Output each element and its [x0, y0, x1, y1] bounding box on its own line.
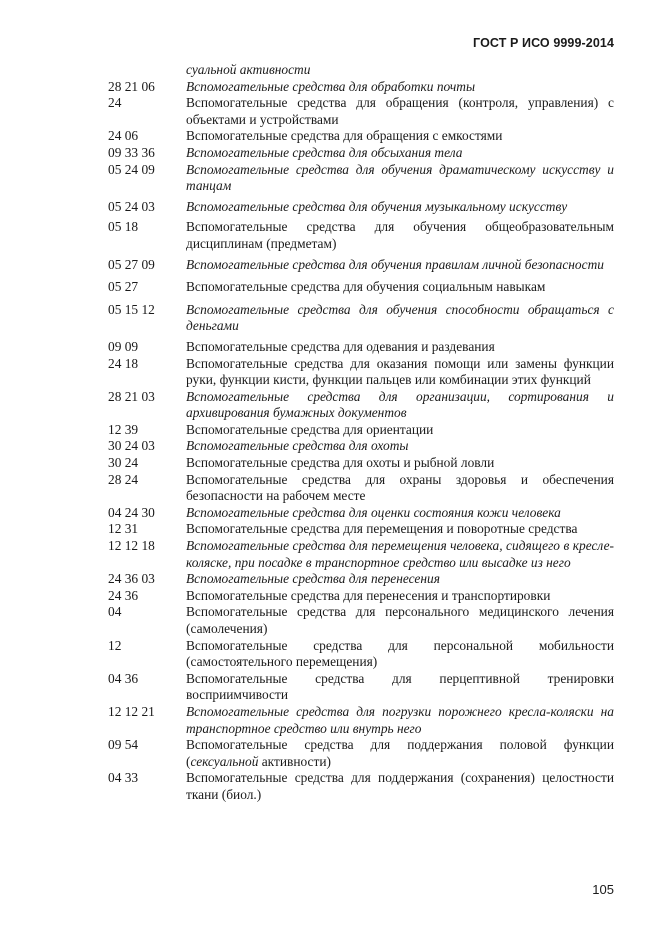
index-entry-term — [186, 521, 614, 538]
term-text-segment: Вспомогательные средства для перемещения и поворотные средства — [186, 521, 578, 537]
index-entry-code: 04 33 — [108, 770, 139, 786]
term-text-segment: активности) — [258, 753, 331, 769]
index-entry-code: 30 24 03 — [108, 438, 155, 454]
index-entry — [108, 588, 614, 605]
index-entry-code: 24 18 — [108, 355, 139, 371]
index-entry-term — [186, 455, 614, 472]
term-text-segment: Вспомогательные средства для обращения с емкостями — [186, 128, 503, 144]
term-text-segment: суальной активности — [186, 62, 311, 77]
index-entry-code: 05 24 09 — [108, 161, 155, 177]
term-text-segment: Вспомогательные средства для охоты и рыбной ловли — [186, 455, 495, 471]
index-entry-term — [186, 737, 614, 770]
term-text-segment: Вспомогательные средства для оказания помощи или замены функции руки, функции кисти, функции пальцев или комбинации этих функций — [186, 355, 614, 388]
index-entry — [108, 356, 614, 389]
index-entry-code: 05 27 09 — [108, 256, 155, 272]
term-text-segment: Вспомогательные средства для обучения общеобразовательным дисциплинам (предметам) — [186, 219, 614, 251]
index-entry-term — [186, 472, 614, 505]
index-entry — [108, 62, 614, 79]
index-entry-term — [186, 128, 614, 145]
index-entry — [108, 638, 614, 671]
index-entry — [108, 257, 614, 274]
index-entry-code: 05 15 12 — [108, 301, 155, 317]
index-entry-term — [186, 199, 614, 216]
index-entry — [108, 95, 614, 128]
term-text-segment: Вспомогательные средства для обучения социальным навыкам — [186, 279, 546, 295]
index-entry — [108, 145, 614, 162]
index-entry — [108, 302, 614, 335]
index-entry-term — [186, 62, 614, 79]
index-entry-code: 04 36 — [108, 670, 139, 686]
index-entry-code: 24 36 03 — [108, 571, 155, 587]
index-entry — [108, 219, 614, 252]
index-entry-term — [186, 604, 614, 637]
term-text-segment: сексуальной — [190, 753, 259, 769]
index-entry-term — [186, 422, 614, 439]
term-text-segment: Вспомогательные средства для обучения правилам личной безопасности — [186, 256, 604, 272]
index-entry-code: 12 — [108, 637, 122, 653]
term-text-segment: Вспомогательные средства для одевания и раздевания — [186, 338, 495, 354]
index-entry-term — [186, 671, 614, 704]
term-text-segment: Вспомогательные средства для поддержания (сохранения) целостности ткани (биол.) — [186, 770, 614, 802]
index-entry-term — [186, 145, 614, 162]
index-entry-code: 09 33 36 — [108, 144, 155, 160]
index-entry — [108, 571, 614, 588]
term-text-segment: Вспомогательные средства для ориентации — [186, 421, 434, 437]
term-text-segment: Вспомогательные средства для организации, сортирования и архивирования бумажных документов — [186, 388, 614, 421]
index-entry-term — [186, 79, 614, 96]
index-entry-term — [186, 356, 614, 389]
index-entry — [108, 339, 614, 356]
index-entry-code: 09 09 — [108, 338, 139, 354]
term-text-segment: Вспомогательные средства для оценки состояния кожи человека — [186, 504, 561, 520]
index-entry — [108, 737, 614, 770]
term-text-segment: Вспомогательные средства для обработки почты — [186, 78, 476, 94]
term-text-segment: Вспомогательные средства для персональной мобильности (самостоятельного перемещения) — [186, 637, 614, 670]
index-entry-code: 09 54 — [108, 737, 139, 753]
index-entry-term — [186, 162, 614, 195]
index-entry — [108, 472, 614, 505]
index-entry — [108, 438, 614, 455]
index-entry — [108, 671, 614, 704]
page-number: 105 — [592, 882, 614, 897]
term-text-segment: Вспомогательные средства для перенесения и транспортировки — [186, 587, 551, 603]
index-entry-term — [186, 588, 614, 605]
index-entry-term — [186, 505, 614, 522]
term-text-segment: Вспомогательные средства для поддержания половой функции ( — [186, 737, 614, 769]
index-entry-term — [186, 538, 614, 571]
index-entry — [108, 128, 614, 145]
index-entry-code: 04 — [108, 604, 122, 620]
alphabetical-index-list — [108, 62, 614, 804]
index-entry-code: 28 21 03 — [108, 388, 155, 404]
term-text-segment: Вспомогательные средства для персонального медицинского лечения (самолечения) — [186, 604, 614, 636]
term-text-segment: Вспомогательные средства для охоты — [186, 438, 409, 454]
index-entry-term — [186, 571, 614, 588]
index-entry-term — [186, 389, 614, 422]
document-header-standard: ГОСТ Р ИСО 9999-2014 — [473, 36, 614, 50]
index-entry-term — [186, 257, 614, 274]
term-text-segment: Вспомогательные средства для охраны здоровья и обеспечения безопасности на рабочем месте — [186, 471, 614, 504]
index-entry-term — [186, 438, 614, 455]
index-entry-code: 12 31 — [108, 521, 139, 537]
index-entry — [108, 422, 614, 439]
term-text-segment: Вспомогательные средства для обучения драматическому искусству и танцам — [186, 161, 614, 194]
index-entry — [108, 521, 614, 538]
index-entry-term — [186, 279, 614, 296]
index-entry-term — [186, 339, 614, 356]
index-entry-code: 05 24 03 — [108, 198, 155, 214]
index-entry — [108, 505, 614, 522]
index-entry-code: 12 39 — [108, 421, 139, 437]
index-entry — [108, 389, 614, 422]
term-text-segment: Вспомогательные средства для перенесения — [186, 571, 440, 587]
index-entry-code: 24 36 — [108, 587, 139, 603]
term-text-segment: Вспомогательные средства для погрузки порожнего кресла-коляски на транспортное средство или внутрь него — [186, 703, 614, 736]
index-entry-term — [186, 302, 614, 335]
term-text-segment: Вспомогательные средства для обсыхания тела — [186, 144, 463, 160]
term-text-segment: Вспомогательные средства для перемещения человека, сидящего в кресле-коляске, при посадке в транспортное средство или высадке из него — [186, 538, 614, 570]
term-text-segment: Вспомогательные средства для перцептивной тренировки восприимчивости — [186, 670, 614, 703]
index-entry-code: 12 12 18 — [108, 538, 155, 554]
index-entry — [108, 455, 614, 472]
index-entry — [108, 538, 614, 571]
index-entry-code: 28 24 — [108, 471, 139, 487]
index-entry-term — [186, 770, 614, 803]
term-text-segment: Вспомогательные средства для обучения способности обращаться с деньгами — [186, 301, 614, 334]
index-entry — [108, 770, 614, 803]
index-entry-term — [186, 704, 614, 737]
term-text-segment: Вспомогательные средства для обращения (контроля, управления) с объектами и устройствами — [186, 95, 614, 127]
index-entry — [108, 162, 614, 195]
index-entry-code: 05 18 — [108, 219, 139, 235]
index-entry — [108, 199, 614, 216]
index-entry-code: 12 12 21 — [108, 703, 155, 719]
index-entry-code: 30 24 — [108, 455, 139, 471]
index-entry-term — [186, 219, 614, 252]
index-entry-code: 05 27 — [108, 279, 139, 295]
index-entry-term — [186, 638, 614, 671]
index-entry — [108, 704, 614, 737]
index-entry-code: 24 06 — [108, 128, 139, 144]
term-text-segment: Вспомогательные средства для обучения музыкальному искусству — [186, 198, 568, 214]
index-entry-code: 04 24 30 — [108, 504, 155, 520]
index-entry-term — [186, 95, 614, 128]
index-entry — [108, 279, 614, 296]
index-entry-code: 28 21 06 — [108, 78, 155, 94]
index-entry — [108, 79, 614, 96]
index-entry-code: 24 — [108, 95, 122, 111]
index-entry — [108, 604, 614, 637]
